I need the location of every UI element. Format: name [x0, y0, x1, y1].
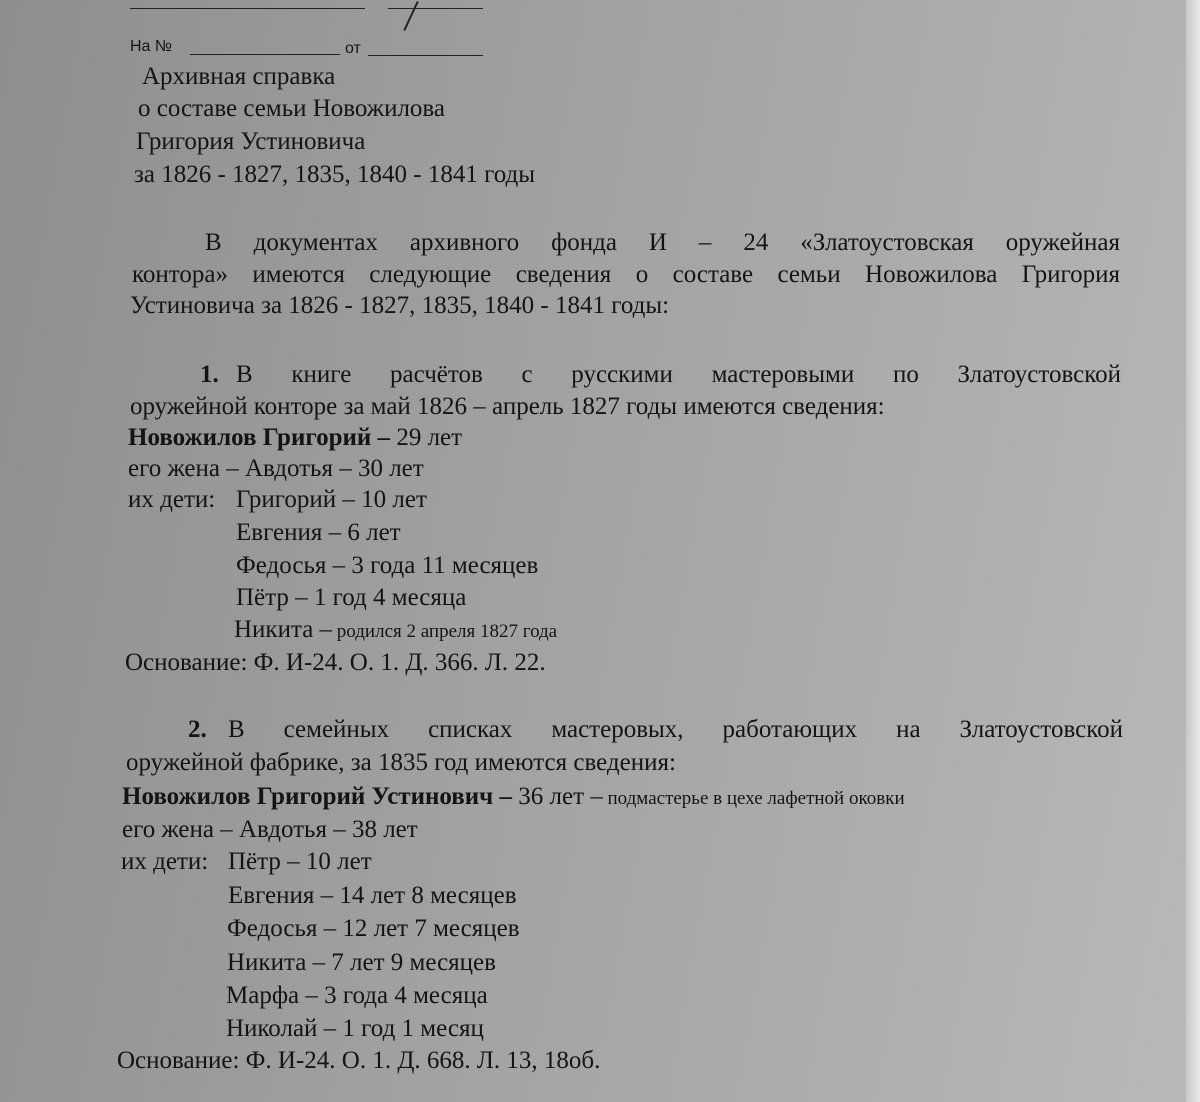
section1-number: 1. [200, 361, 219, 388]
title-line: Григория Устиновича [136, 128, 366, 155]
section1-child: Пётр – 1 год 4 месяца [236, 584, 467, 611]
section1-text: В книге расчётов с русскими мастеровыми по Златоустовской [236, 361, 1121, 388]
from-label: от [345, 40, 361, 57]
intro-line: В документах архивного фонда И – 24 «Златоустовская оружейная [205, 229, 1120, 256]
section1-child: Григорий – 10 лет [236, 486, 427, 513]
section2-text: оружейной фабрике, за 1835 год имеются сведения: [126, 749, 676, 776]
top-line-number [388, 8, 483, 9]
section1-text: оружейной конторе за май 1826 – апрель 1827 годы имеются сведения: [130, 393, 885, 420]
section2-wife: его жена – Авдотья – 38 лет [122, 816, 418, 843]
section2-children-label: их дети: [121, 848, 209, 875]
handwritten-stroke [403, 1, 418, 31]
title-line: за 1826 - 1827, 1835, 1840 - 1841 годы [134, 161, 536, 188]
section1-child: Федосья – 3 года 11 месяцев [236, 552, 539, 579]
section1-child: Евгения – 6 лет [236, 519, 401, 546]
intro-line: контора» имеются следующие сведения о составе семьи Новожилова Григория [132, 261, 1120, 288]
section1-children-label: их дети: [128, 486, 216, 513]
section2-text: В семейных списках мастеровых, работающих на Златоустовской [228, 716, 1123, 743]
paper-edge [1186, 0, 1200, 1102]
from-line [368, 55, 483, 56]
section2-basis: Основание: Ф. И-24. О. 1. Д. 668. Л. 13, 18об. [117, 1047, 601, 1074]
section2-child: Федосья – 12 лет 7 месяцев [227, 915, 520, 942]
section2-child: Никита – 7 лет 9 месяцев [227, 949, 496, 976]
section2-number: 2. [188, 716, 207, 743]
section2-child: Марфа – 3 года 4 месяца [226, 982, 488, 1009]
section2-child: Евгения – 14 лет 8 месяцев [228, 882, 517, 909]
section2-head: Новожилов Григорий Устинович – 36 лет – подмастерье в цехе лафетной оковки [122, 783, 905, 810]
title-line: о составе семьи Новожилова [138, 95, 446, 122]
section1-wife: его жена – Авдотья – 30 лет [128, 455, 424, 482]
section2-child: Николай – 1 год 1 месяц [226, 1015, 484, 1042]
intro-line: Устиновича за 1826 - 1827, 1835, 1840 - 1841 годы: [130, 292, 670, 319]
ref-line [190, 54, 340, 55]
title-line: Архивная справка [142, 63, 336, 90]
ref-label: На № [130, 38, 173, 55]
section1-basis: Основание: Ф. И-24. О. 1. Д. 366. Л. 22. [125, 649, 546, 676]
section2-child: Пётр – 10 лет [228, 848, 372, 875]
section1-child: Никита – родился 2 апреля 1827 года [234, 616, 558, 643]
top-line [130, 8, 365, 9]
section1-head: Новожилов Григорий – 29 лет [128, 424, 463, 451]
